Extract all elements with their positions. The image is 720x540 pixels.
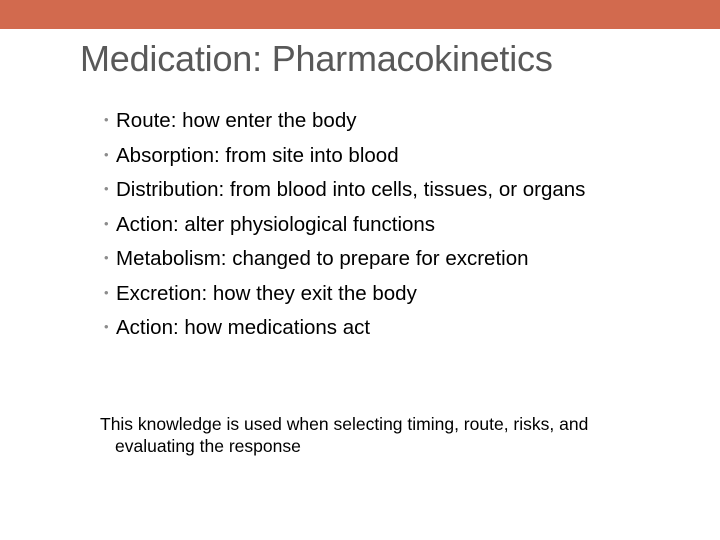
bullet-list — [104, 108, 624, 350]
bullet-item — [104, 246, 624, 271]
bullet-text: Action: how medications act — [116, 316, 371, 339]
bullet-item — [104, 108, 624, 133]
bullet-dot-icon: • — [104, 319, 109, 334]
summary-note: This knowledge is used when selecting timing, route, risks, and evaluating the response — [100, 414, 589, 456]
bullet-item — [104, 315, 624, 340]
bullet-text: Excretion: how they exit the body — [116, 281, 417, 305]
bullet-item — [104, 212, 624, 237]
bullet-dot-icon: • — [104, 112, 109, 127]
slide-title: Medication: Pharmacokinetics — [80, 38, 553, 79]
bullet-text: Distribution: from blood into cells, tissues, or organs — [116, 178, 586, 201]
bullet-dot-icon: • — [104, 181, 109, 196]
bullet-text: Action: alter physiological functions — [116, 212, 436, 236]
bullet-dot-icon: • — [104, 215, 109, 231]
bullet-item — [104, 143, 624, 168]
bullet-dot-icon: • — [104, 250, 109, 265]
bullet-text: Absorption: from site into blood — [116, 143, 399, 167]
bullet-text: Metabolism: changed to prepare for excretion — [116, 247, 529, 270]
top-accent-bar — [0, 0, 720, 29]
bullet-dot-icon: • — [104, 146, 109, 162]
bullet-dot-icon: • — [104, 284, 109, 300]
bullet-text: Route: how enter the body — [116, 109, 357, 132]
bullet-item — [104, 281, 624, 306]
bullet-item — [104, 177, 624, 202]
